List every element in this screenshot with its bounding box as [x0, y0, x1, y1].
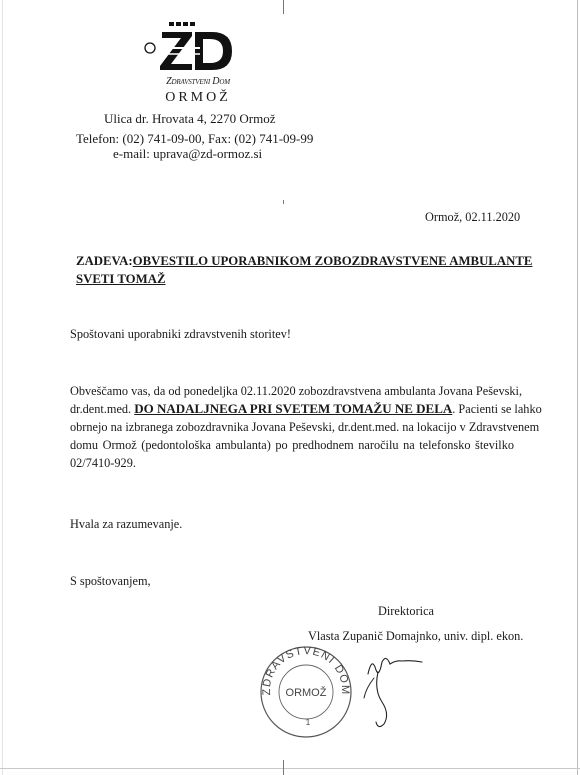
zd-logo-mark [140, 18, 250, 78]
signatory-role: Direktorica [378, 604, 434, 618]
closing-line: S spoštovanjem, [70, 574, 151, 588]
official-stamp [258, 644, 354, 740]
stamp-number: 1 [305, 718, 311, 727]
logo-line-zdravstveni-dom: Zdravstveni Dom [166, 76, 230, 87]
handwritten-signature [360, 648, 430, 730]
address-line: Ulica dr. Hrovata 4, 2270 Ormož [104, 111, 276, 126]
paragraph-line-2 [70, 400, 542, 418]
institution-logo [140, 18, 250, 108]
paragraph-line-5: 02/7410-929. [70, 456, 136, 470]
paragraph-line-4: domu Ormož (pedontološka ambulanta) po predhodnem naročilu na telefonsko številko [70, 438, 514, 452]
email-line: e-mail: uprava@zd-ormoz.si [113, 146, 263, 161]
greeting: Spoštovani uporabniki zdravstvenih storitev! [70, 327, 291, 341]
logo-line-ormoz: ORMOŽ [165, 90, 231, 105]
paragraph-line-2-prefix: dr.dent.med. [70, 402, 132, 416]
subject-line-1 [76, 252, 533, 270]
paragraph-line-2-suffix: . Pacienti se lahko [452, 402, 542, 416]
closure-emphasis: DO NADALJNEGA PRI SVETEM TOMAŽU NE DELA [134, 401, 453, 416]
subject-title-line-1: OBVESTILO UPORABNIKOM ZOBOZDRAVSTVENE AMBULANTE [132, 254, 533, 268]
page-edge-left [2, 0, 3, 775]
phone-fax-line: Telefon: (02) 741-09-00, Fax: (02) 741-09-99 [76, 131, 314, 146]
thanks-line: Hvala za razumevanje. [70, 517, 183, 531]
page-edge-bottom [0, 768, 580, 769]
stamp-ring-text: ZDRAVSTVENI DOM [260, 645, 352, 696]
subject-label: ZADEVA: [76, 254, 133, 268]
paragraph-line-3: obrnejo na izbranega zobozdravnika Jovana Peševski, dr.dent.med. na lokacijo v Zdravstvenem [70, 420, 540, 434]
fold-mark-bottom [283, 760, 284, 775]
notice-paragraph [70, 382, 542, 472]
stamp-center-text: ORMOŽ [285, 687, 327, 699]
fold-mark-top [283, 0, 284, 14]
subject-title-line-2: SVETI TOMAŽ [76, 272, 166, 286]
subject-block [76, 252, 533, 288]
fold-mark-middle [283, 200, 284, 204]
paragraph-line-1: Obveščamo vas, da od ponedeljka 02.11.2020 zobozdravstvena ambulanta Jovana Peševski, [70, 384, 523, 398]
page-edge-right [577, 0, 578, 775]
place-date: Ormož, 02.11.2020 [425, 210, 521, 224]
signatory-name: Vlasta Zupanič Domajnko, univ. dipl. ekon. [308, 629, 524, 643]
